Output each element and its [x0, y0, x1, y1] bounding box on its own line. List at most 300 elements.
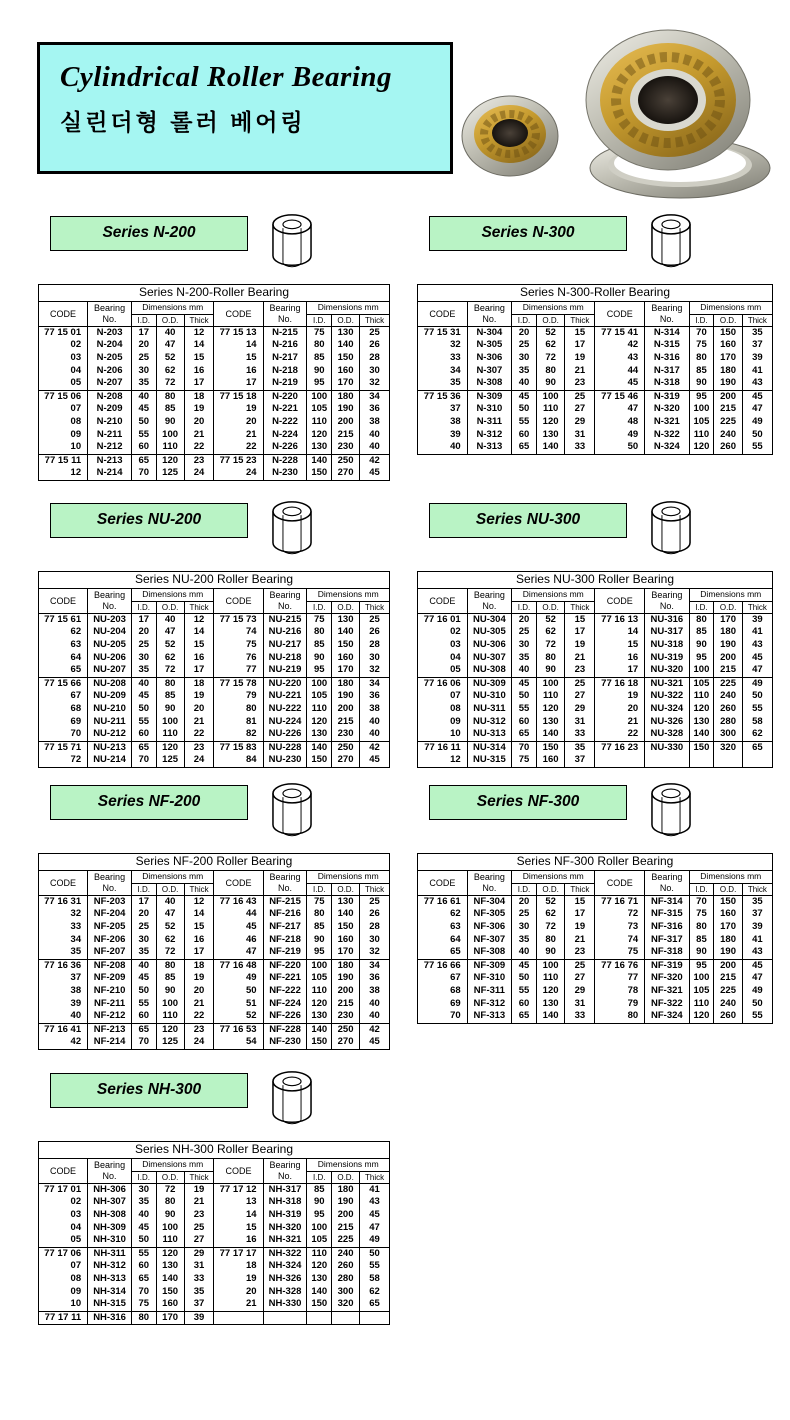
cell-outer-dia: 300: [714, 728, 742, 741]
table-body: [39, 1183, 390, 1325]
cell-code: 77 16 36: [39, 959, 88, 972]
table-row: [418, 985, 773, 998]
section-nu-300: [417, 503, 773, 785]
cell-thickness: 49: [742, 416, 772, 429]
cell-bearing-no: NF-205: [88, 921, 132, 934]
table-row: [39, 390, 390, 403]
cell-code: 02: [39, 1196, 88, 1209]
cell-code: 80: [595, 1010, 645, 1023]
cell-thickness: 39: [742, 921, 772, 934]
col-header-bearing-no: Bearing No.: [263, 588, 307, 613]
cell-inner-dia: 100: [689, 403, 714, 416]
cell-bearing-no: NU-318: [645, 639, 689, 652]
cell-outer-dia: 215: [332, 998, 360, 1011]
series-grid: [38, 216, 773, 1325]
cell-outer-dia: 140: [536, 1010, 564, 1023]
cell-outer-dia: 225: [714, 985, 742, 998]
cell-inner-dia: 90: [307, 365, 332, 378]
cell-thickness: 16: [184, 934, 214, 947]
col-header-od: O.D.: [536, 601, 564, 613]
table-row: [39, 429, 390, 442]
cell-thickness: 22: [184, 728, 214, 741]
cell-bearing-no: NF-208: [88, 959, 132, 972]
cell-bearing-no: NF-319: [645, 959, 689, 972]
cell-thickness: 16: [184, 365, 214, 378]
series-label: Series NF-300: [429, 785, 627, 820]
cell-code: 79: [214, 690, 263, 703]
cell-inner-dia: 30: [512, 639, 537, 652]
cell-bearing-no: NH-310: [88, 1234, 132, 1247]
cell-outer-dia: 140: [332, 626, 360, 639]
cell-outer-dia: 190: [332, 972, 360, 985]
cell-thickness: 22: [184, 441, 214, 454]
cell-thickness: 45: [360, 1036, 390, 1049]
cell-thickness: 41: [742, 365, 772, 378]
cell-thickness: 49: [360, 1234, 390, 1247]
cell-bearing-no: NF-317: [645, 934, 689, 947]
cell-inner-dia: 80: [307, 339, 332, 352]
cell-outer-dia: 80: [536, 652, 564, 665]
col-header-code: CODE: [39, 870, 88, 895]
cell-outer-dia: 215: [714, 664, 742, 677]
col-header-dimensions: Dimensions mm: [132, 588, 214, 601]
cell-bearing-no: N-203: [88, 326, 132, 339]
cell-outer-dia: 180: [714, 934, 742, 947]
cell-bearing-no: NF-321: [645, 985, 689, 998]
cell-bearing-no: NU-320: [645, 664, 689, 677]
cell-code: 24: [214, 467, 263, 480]
cell-thickness: 28: [360, 352, 390, 365]
col-header-code: CODE: [595, 588, 645, 613]
col-header-bearing-no: Bearing No.: [645, 870, 689, 895]
col-header-id: I.D.: [132, 314, 157, 326]
cell-code: 39: [418, 429, 468, 442]
cell-bearing-no: NF-314: [645, 895, 689, 908]
cell-inner-dia: 95: [689, 959, 714, 972]
cell-inner-dia: 90: [689, 639, 714, 652]
cell-outer-dia: 230: [332, 1010, 360, 1023]
col-header-bearing-no: Bearing No.: [263, 870, 307, 895]
col-header-id: I.D.: [689, 601, 714, 613]
cell-thickness: 21: [184, 998, 214, 1011]
cell-outer-dia: 72: [156, 664, 184, 677]
cell-code: 40: [418, 441, 468, 454]
cell-inner-dia: 130: [307, 441, 332, 454]
cell-bearing-no: NU-312: [467, 716, 511, 729]
cell-inner-dia: 130: [307, 1010, 332, 1023]
cell-inner-dia: 70: [132, 1036, 157, 1049]
cell-outer-dia: 270: [332, 1036, 360, 1049]
cell-inner-dia: 60: [512, 429, 537, 442]
cell-thickness: 17: [184, 664, 214, 677]
table-body: [39, 895, 390, 1049]
cell-outer-dia: 170: [714, 921, 742, 934]
cell-code: 38: [418, 416, 468, 429]
cell-thickness: 21: [184, 429, 214, 442]
cell-bearing-no: N-316: [645, 352, 689, 365]
table-row: [39, 728, 390, 741]
cell-inner-dia: 70: [512, 741, 537, 754]
cell-bearing-no: NH-317: [263, 1183, 307, 1196]
cell-outer-dia: 225: [332, 1234, 360, 1247]
cell-inner-dia: 25: [512, 339, 537, 352]
cell-code: 67: [418, 972, 468, 985]
cell-outer-dia: 100: [156, 1222, 184, 1235]
cell-thickness: 40: [360, 429, 390, 442]
cell-bearing-no: NU-319: [645, 652, 689, 665]
cell-bearing-no: N-226: [263, 441, 307, 454]
cell-thickness: 25: [360, 326, 390, 339]
cell-inner-dia: 70: [132, 467, 157, 480]
col-header-thick: Thick: [360, 883, 390, 895]
cell-outer-dia: [714, 754, 742, 767]
table-row: [39, 741, 390, 754]
cell-code: 35: [418, 377, 468, 390]
cell-inner-dia: 75: [132, 1298, 157, 1311]
cell-outer-dia: 170: [714, 352, 742, 365]
cell-outer-dia: 270: [332, 754, 360, 767]
series-label-row: [429, 785, 773, 840]
cell-code: 07: [39, 403, 88, 416]
cell-thickness: 35: [565, 741, 595, 754]
cell-bearing-no: N-310: [467, 403, 511, 416]
cell-code: 37: [39, 972, 88, 985]
cell-inner-dia: 65: [132, 741, 157, 754]
cell-thickness: 23: [184, 454, 214, 467]
cell-thickness: 19: [565, 921, 595, 934]
cell-inner-dia: 75: [689, 339, 714, 352]
cell-outer-dia: 180: [714, 365, 742, 378]
cell-code: 75: [214, 639, 263, 652]
cell-bearing-no: N-207: [88, 377, 132, 390]
cell-outer-dia: 80: [156, 1196, 184, 1209]
cell-thickness: 25: [360, 613, 390, 626]
cell-inner-dia: 25: [132, 639, 157, 652]
cell-outer-dia: 72: [536, 921, 564, 934]
cell-outer-dia: 52: [156, 921, 184, 934]
cell-code: 15: [214, 352, 263, 365]
cell-bearing-no: N-230: [263, 467, 307, 480]
cell-outer-dia: 150: [714, 326, 742, 339]
cell-code: 62: [418, 908, 468, 921]
cell-outer-dia: 120: [536, 703, 564, 716]
cell-thickness: 38: [360, 703, 390, 716]
col-header-id: I.D.: [132, 1171, 157, 1183]
cell-inner-dia: 60: [132, 728, 157, 741]
col-header-code: CODE: [39, 588, 88, 613]
table-row: [39, 677, 390, 690]
cell-thickness: 41: [742, 626, 772, 639]
table-row: [39, 921, 390, 934]
cell-thickness: 31: [184, 1260, 214, 1273]
cell-thickness: 23: [565, 664, 595, 677]
cell-outer-dia: 110: [156, 728, 184, 741]
cell-inner-dia: 95: [307, 377, 332, 390]
cell-thickness: 43: [742, 639, 772, 652]
cell-outer-dia: 240: [714, 429, 742, 442]
cell-inner-dia: 45: [512, 959, 537, 972]
cell-code: 77 17 06: [39, 1247, 88, 1260]
cell-inner-dia: 110: [689, 429, 714, 442]
cell-outer-dia: 100: [156, 716, 184, 729]
cell-thickness: 17: [565, 626, 595, 639]
table-row: [39, 326, 390, 339]
cell-thickness: 50: [742, 429, 772, 442]
bearing-table: [38, 1141, 390, 1325]
col-header-od: O.D.: [156, 1171, 184, 1183]
cell-outer-dia: 260: [714, 441, 742, 454]
cell-inner-dia: 75: [512, 754, 537, 767]
cell-bearing-no: NU-314: [467, 741, 511, 754]
col-header-code: CODE: [595, 870, 645, 895]
cell-inner-dia: 140: [307, 741, 332, 754]
table-row: [418, 716, 773, 729]
cell-code: 77 15 36: [418, 390, 468, 403]
cell-code: 14: [595, 626, 645, 639]
cell-outer-dia: 250: [332, 1023, 360, 1036]
cell-bearing-no: N-322: [645, 429, 689, 442]
cell-outer-dia: 52: [536, 326, 564, 339]
cell-code: 21: [214, 429, 263, 442]
cell-outer-dia: 72: [156, 1183, 184, 1196]
table-row: [39, 1260, 390, 1273]
cell-bearing-no: NU-326: [645, 716, 689, 729]
cell-code: 77 16 11: [418, 741, 468, 754]
cell-inner-dia: 105: [307, 403, 332, 416]
cell-inner-dia: 45: [512, 677, 537, 690]
cell-inner-dia: 60: [512, 998, 537, 1011]
cell-bearing-no: NU-216: [263, 626, 307, 639]
cell-outer-dia: 90: [156, 1209, 184, 1222]
table-row: [39, 639, 390, 652]
cell-code: 42: [595, 339, 645, 352]
cell-outer-dia: 80: [536, 934, 564, 947]
cell-code: 40: [39, 1010, 88, 1023]
cell-code: 72: [595, 908, 645, 921]
cell-bearing-no: NF-217: [263, 921, 307, 934]
cell-code: 04: [418, 652, 468, 665]
cell-inner-dia: 20: [132, 339, 157, 352]
cell-thickness: 32: [360, 377, 390, 390]
cell-thickness: 17: [565, 339, 595, 352]
cell-thickness: 40: [360, 728, 390, 741]
cell-thickness: 49: [742, 677, 772, 690]
cell-code: 14: [214, 1209, 263, 1222]
cell-code: 42: [39, 1036, 88, 1049]
cell-bearing-no: NU-305: [467, 626, 511, 639]
col-header-dimensions: Dimensions mm: [512, 588, 595, 601]
table-row: [39, 1273, 390, 1286]
cell-thickness: 26: [360, 339, 390, 352]
cell-inner-dia: 130: [689, 716, 714, 729]
cell-outer-dia: 40: [156, 895, 184, 908]
cell-outer-dia: 170: [332, 664, 360, 677]
cell-thickness: 39: [184, 1311, 214, 1325]
col-header-bearing-no: Bearing No.: [645, 588, 689, 613]
cell-thickness: 55: [742, 1010, 772, 1023]
cell-outer-dia: 125: [156, 754, 184, 767]
col-header-id: I.D.: [132, 883, 157, 895]
cell-bearing-no: NU-315: [467, 754, 511, 767]
cell-code: 10: [418, 728, 468, 741]
cell-code: 77 16 61: [418, 895, 468, 908]
cell-inner-dia: 65: [512, 728, 537, 741]
cell-bearing-no: N-210: [88, 416, 132, 429]
cell-code: 09: [418, 716, 468, 729]
cell-inner-dia: 120: [307, 716, 332, 729]
cell-outer-dia: 260: [714, 703, 742, 716]
cell-code: 04: [39, 1222, 88, 1235]
cell-bearing-no: N-205: [88, 352, 132, 365]
cell-inner-dia: 20: [132, 908, 157, 921]
table-row: [39, 626, 390, 639]
spherical-bearing-photo: [462, 96, 558, 176]
cell-outer-dia: 62: [156, 652, 184, 665]
cell-thickness: 36: [360, 690, 390, 703]
series-label: Series NU-200: [50, 503, 248, 538]
col-header-bearing-no: Bearing No.: [88, 870, 132, 895]
cell-thickness: 40: [360, 716, 390, 729]
cell-inner-dia: 75: [307, 613, 332, 626]
cell-thickness: 34: [360, 390, 390, 403]
cell-code: 84: [214, 754, 263, 767]
col-header-bearing-no: Bearing No.: [88, 1158, 132, 1183]
col-header-id: I.D.: [307, 314, 332, 326]
cell-code: 13: [214, 1196, 263, 1209]
cell-thickness: 50: [742, 998, 772, 1011]
cell-outer-dia: 140: [156, 1273, 184, 1286]
cell-code: 32: [418, 339, 468, 352]
cell-thickness: 19: [184, 1183, 214, 1196]
cell-thickness: 39: [742, 352, 772, 365]
cell-thickness: 30: [360, 365, 390, 378]
cell-bearing-no: NF-312: [467, 998, 511, 1011]
cell-inner-dia: 40: [132, 677, 157, 690]
cell-outer-dia: 125: [156, 1036, 184, 1049]
cell-outer-dia: 120: [536, 416, 564, 429]
cell-inner-dia: 140: [307, 1286, 332, 1299]
cell-thickness: 20: [184, 703, 214, 716]
cell-outer-dia: 200: [332, 1209, 360, 1222]
cell-code: 47: [214, 946, 263, 959]
cell-inner-dia: 60: [512, 716, 537, 729]
cell-bearing-no: NF-215: [263, 895, 307, 908]
cell-bearing-no: NU-304: [467, 613, 511, 626]
cell-code: 05: [418, 664, 468, 677]
col-header-thick: Thick: [565, 601, 595, 613]
table-row: [418, 626, 773, 639]
cell-inner-dia: 110: [307, 1247, 332, 1260]
cell-thickness: 23: [184, 1209, 214, 1222]
table-row: [418, 390, 773, 403]
cell-code: 77 15 31: [418, 326, 468, 339]
cell-outer-dia: 200: [714, 959, 742, 972]
col-header-dimensions: Dimensions mm: [512, 870, 595, 883]
cell-thickness: 27: [565, 690, 595, 703]
cell-bearing-no: N-304: [467, 326, 511, 339]
table-row: [39, 946, 390, 959]
cell-bearing-no: NF-307: [467, 934, 511, 947]
table-row: [418, 403, 773, 416]
cell-inner-dia: 40: [132, 390, 157, 403]
cell-thickness: 35: [184, 1286, 214, 1299]
cell-outer-dia: 270: [332, 467, 360, 480]
cell-bearing-no: NF-306: [467, 921, 511, 934]
cell-code: 14: [214, 339, 263, 352]
cell-bearing-no: NU-207: [88, 664, 132, 677]
cell-inner-dia: 55: [132, 429, 157, 442]
cell-code: 74: [214, 626, 263, 639]
cell-outer-dia: 215: [714, 972, 742, 985]
cell-inner-dia: 120: [307, 1260, 332, 1273]
section-n-200: [38, 216, 390, 503]
table-row: [39, 467, 390, 480]
cell-code: 12: [418, 754, 468, 767]
col-header-bearing-no: Bearing No.: [467, 301, 511, 326]
table-row: [39, 416, 390, 429]
cell-code: 33: [418, 352, 468, 365]
cell-bearing-no: N-312: [467, 429, 511, 442]
cell-code: 78: [595, 985, 645, 998]
cell-code: 68: [418, 985, 468, 998]
cell-code: 77 16 13: [595, 613, 645, 626]
cell-thickness: 12: [184, 613, 214, 626]
cell-bearing-no: NF-318: [645, 946, 689, 959]
table-row: [418, 441, 773, 454]
table-row: [39, 908, 390, 921]
table-row: [418, 664, 773, 677]
cell-code: 80: [214, 703, 263, 716]
cell-inner-dia: 85: [307, 921, 332, 934]
cell-bearing-no: NH-326: [263, 1273, 307, 1286]
cell-outer-dia: 150: [156, 1286, 184, 1299]
cell-inner-dia: 35: [132, 946, 157, 959]
table-row: [418, 690, 773, 703]
cell-code: 77 15 66: [39, 677, 88, 690]
cell-code: 64: [418, 934, 468, 947]
cell-outer-dia: 62: [156, 365, 184, 378]
cell-code: 77 16 41: [39, 1023, 88, 1036]
cell-inner-dia: 50: [132, 703, 157, 716]
cell-bearing-no: N-318: [645, 377, 689, 390]
cell-bearing-no: NH-324: [263, 1260, 307, 1273]
cell-inner-dia: 85: [307, 639, 332, 652]
cell-thickness: 12: [184, 895, 214, 908]
col-header-id: I.D.: [512, 601, 537, 613]
cell-thickness: 27: [565, 972, 595, 985]
cell-bearing-no: N-217: [263, 352, 307, 365]
cell-bearing-no: NU-322: [645, 690, 689, 703]
cell-thickness: 21: [184, 716, 214, 729]
cell-inner-dia: 55: [132, 1247, 157, 1260]
cell-code: 47: [595, 403, 645, 416]
table-row: [39, 441, 390, 454]
cell-thickness: 55: [742, 441, 772, 454]
cell-outer-dia: 320: [714, 741, 742, 754]
cell-thickness: 41: [360, 1183, 390, 1196]
cell-code: 21: [595, 716, 645, 729]
cell-code: 69: [418, 998, 468, 1011]
cell-code: [214, 1311, 263, 1325]
cell-code: 16: [214, 1234, 263, 1247]
cell-inner-dia: 105: [689, 416, 714, 429]
cell-bearing-no: NU-228: [263, 741, 307, 754]
cell-thickness: [742, 754, 772, 767]
cell-thickness: 37: [184, 1298, 214, 1311]
cell-outer-dia: 200: [714, 390, 742, 403]
cell-code: 70: [39, 728, 88, 741]
cell-inner-dia: 60: [132, 441, 157, 454]
